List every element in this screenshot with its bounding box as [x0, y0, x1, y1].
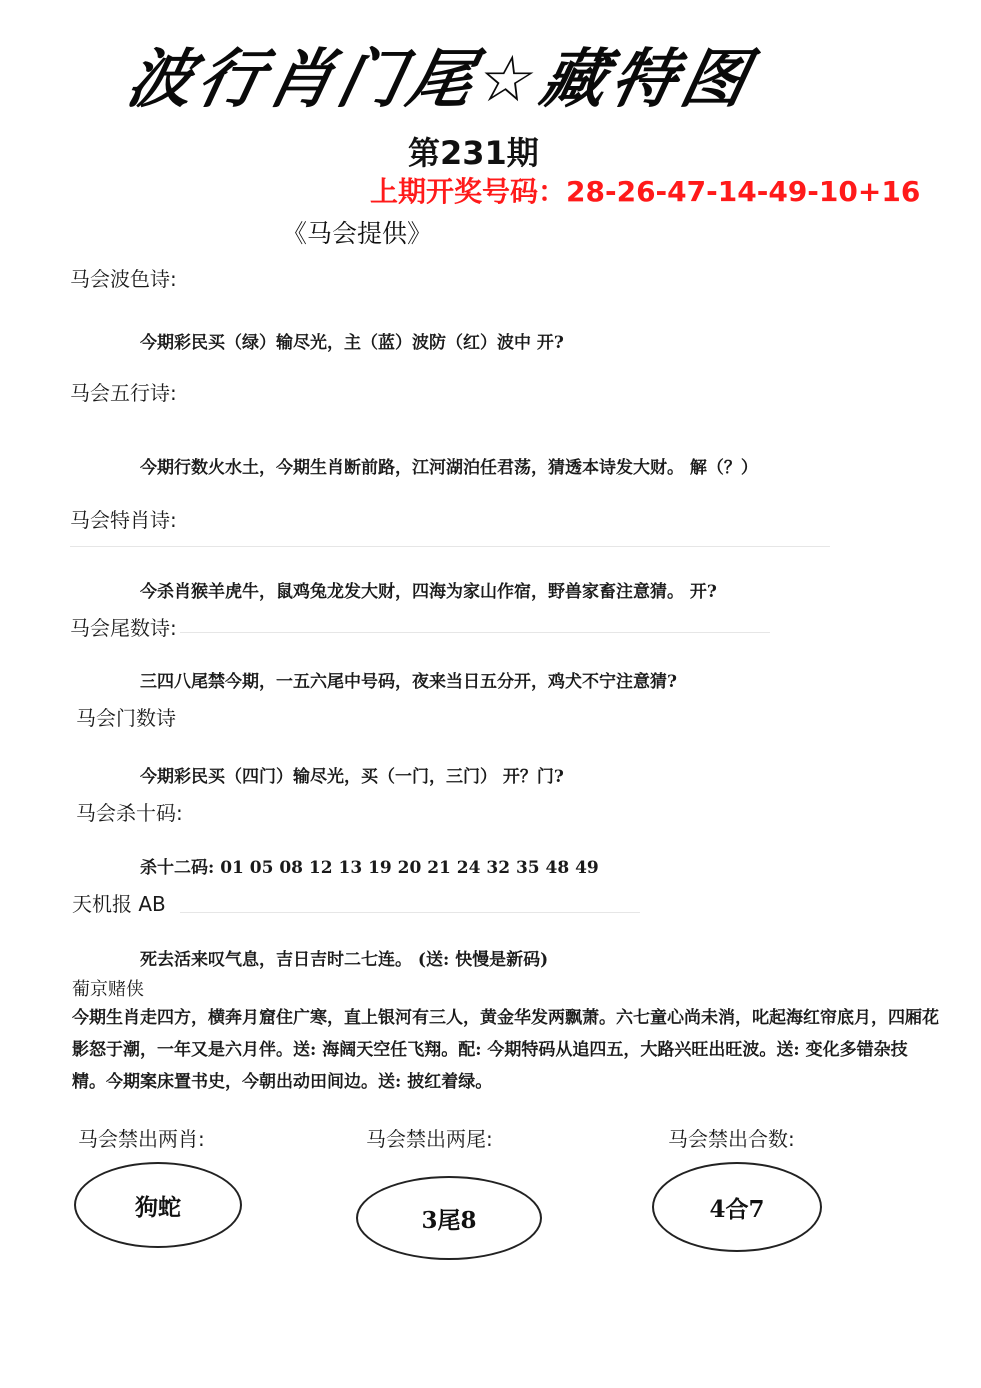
section-heading-tianjibao: 天机报 AB — [72, 892, 166, 916]
section-verse-bose: 今期彩民买（绿）输尽光，主（蓝）波防（红）波中 开? — [140, 333, 564, 353]
section-heading-menshu: 马会门数诗 — [76, 706, 176, 730]
section-verse-wuxing: 今期行数火水土，今期生肖断前路，江河湖泊任君荡，猜透本诗发大财。 解（？） — [140, 458, 758, 478]
ban-sum-value: 4合7 — [709, 1195, 765, 1223]
section-verse-tianjibao: 死去活来叹气息，吉日吉时二七连。 (送: 快慢是新码) — [140, 950, 549, 970]
divider — [70, 546, 830, 547]
section-heading-shama: 马会杀十码: — [76, 801, 183, 825]
section-heading-wuxing: 马会五行诗: — [70, 381, 177, 405]
divider — [180, 912, 640, 913]
ban-zodiac-label: 马会禁出两肖: — [78, 1127, 205, 1151]
page-title: 波行肖门尾☆藏特图 — [120, 43, 760, 117]
section-verse-texiao: 今杀肖猴羊虎牛，鼠鸡兔龙发大财，四海为家山作宿，野兽家畜注意猜。 开? — [140, 582, 717, 602]
divider — [180, 632, 770, 633]
section-heading-texiao: 马会特肖诗: — [70, 508, 177, 532]
ban-tail-label: 马会禁出两尾: — [366, 1127, 493, 1151]
issue-number: 第231期 — [408, 134, 539, 172]
ban-tail-oval — [356, 1176, 542, 1260]
ban-tail-value: 3尾8 — [421, 1206, 477, 1234]
provider-label: 《马会提供》 — [282, 219, 433, 248]
section-verse-menshu: 今期彩民买（四门）输尽光，买（一门，三门） 开？门? — [140, 767, 564, 787]
pujing-paragraph: 今期生肖走四方，横奔月窟住广寒，直上银河有三人，黄金华发两飘萧。六七童心尚未消，叱起海红帘底月，四厢花影怒于潮，一年又是六月伴。送: 海阔天空任飞翔。配: 今期特码从追四五，大路兴旺出旺波。送: 变化多错杂技精。今期案床置书史，今朝出动田间边。送: 披红着绿。 — [72, 1008, 939, 1092]
section-heading-bose: 马会波色诗: — [70, 267, 177, 291]
ban-sum-oval — [652, 1162, 822, 1252]
section-heading-weishu: 马会尾数诗: — [70, 616, 177, 640]
ban-zodiac-value: 狗蛇 — [135, 1193, 181, 1221]
pujing-heading: 葡京赌侠 — [72, 979, 144, 1000]
previous-draw-numbers: 上期开奖号码：28-26-47-14-49-10+16 — [370, 175, 921, 208]
section-verse-weishu: 三四八尾禁今期，一五六尾中号码，夜来当日五分开，鸡犬不宁注意猜? — [140, 672, 677, 692]
ban-sum-label: 马会禁出合数: — [668, 1127, 795, 1151]
section-verse-shama: 杀十二码: 01 05 08 12 13 19 20 21 24 32 35 48 49 — [140, 858, 599, 878]
ban-zodiac-oval — [74, 1162, 242, 1248]
